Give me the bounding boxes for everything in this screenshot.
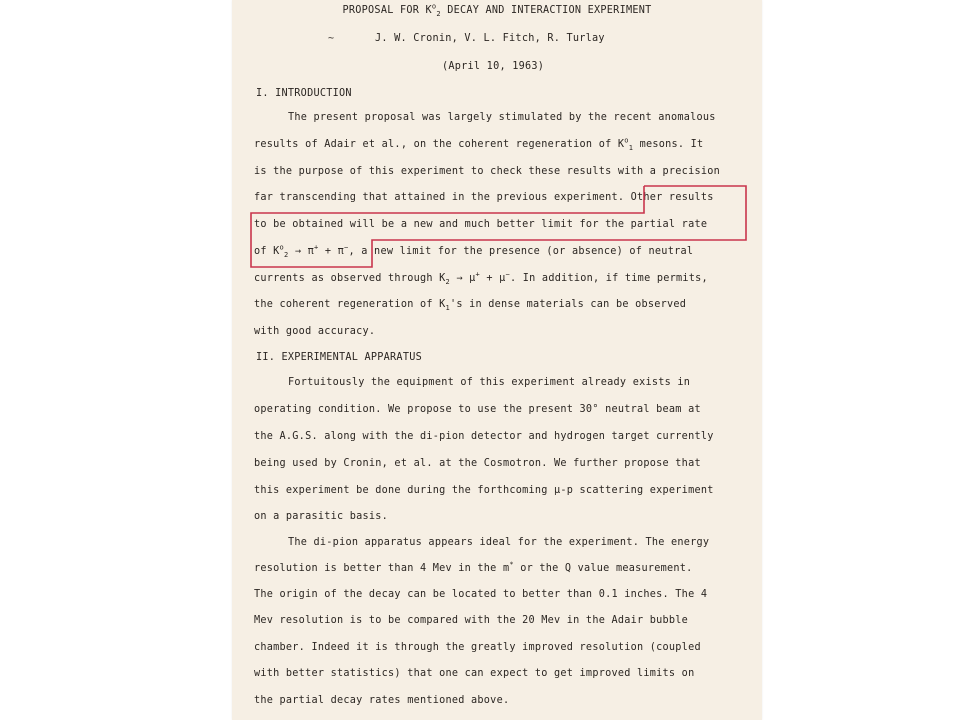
text-run: → μ <box>449 273 476 284</box>
title-text-post: DECAY AND INTERACTION EXPERIMENT <box>440 5 652 16</box>
text-run: or the Q value measurement. <box>513 563 693 574</box>
text-run-highlighted: , <box>348 246 355 257</box>
paragraph-line: this experiment be done during the forthcoming μ-p scattering experiment <box>254 485 714 496</box>
subscript: 1 <box>628 144 634 153</box>
paragraph-line: is the purpose of this experiment to check these results with a precision <box>254 166 720 177</box>
title-sub: 2 <box>436 10 441 19</box>
paragraph-line: Mev resolution is to be compared with the 20 Mev in the Adair bubble <box>254 615 689 626</box>
title-text: PROPOSAL FOR K <box>342 5 432 16</box>
paragraph-line: with good accuracy. <box>254 326 376 337</box>
text-run: the coherent regeneration of K <box>254 299 446 310</box>
paragraph-line: The origin of the decay can be located to better than 0.1 inches. The 4 <box>254 589 708 600</box>
text-run-highlighted: Other results <box>624 192 714 203</box>
subscript: 1 <box>445 304 450 313</box>
authors: J. W. Cronin, V. L. Fitch, R. Turlay <box>375 33 605 44</box>
text-run-highlighted: → π <box>288 246 315 257</box>
title-sup: o <box>431 2 437 11</box>
text-run: a new limit for the presence (or absence) of neutral <box>354 246 694 257</box>
text-run: . In addition, if time permits, <box>510 273 708 284</box>
subscript: 2 <box>284 251 289 260</box>
document-page <box>232 0 762 720</box>
paragraph-line: the partial decay rates mentioned above. <box>254 695 510 706</box>
paragraph-line <box>254 270 708 287</box>
section-heading-apparatus: II. EXPERIMENTAL APPARATUS <box>256 352 422 363</box>
superscript: o <box>624 136 629 145</box>
paragraph-line: The di-pion apparatus appears ideal for the experiment. The energy <box>288 537 710 548</box>
paragraph-line <box>254 243 694 260</box>
document-title <box>232 2 762 19</box>
superscript: − <box>505 270 511 279</box>
text-run: currents as observed through K <box>254 273 446 284</box>
paragraph-line <box>254 136 704 153</box>
text-run: far transcending that attained in the previous experiment. <box>254 192 625 203</box>
text-run: + μ <box>480 273 506 284</box>
paragraph-line: on a parasitic basis. <box>254 511 389 522</box>
pen-mark <box>328 33 334 44</box>
paragraph-line-highlighted: to be obtained will be a new and much better limit for the partial rate <box>254 219 708 230</box>
superscript: − <box>344 243 349 252</box>
paragraph-line: chamber. Indeed it is through the greatly improved resolution (coupled <box>254 642 701 653</box>
pen-mark-glyph: ~ <box>328 33 335 44</box>
superscript: o <box>279 243 285 252</box>
superscript: + <box>475 270 480 279</box>
paragraph-line: operating condition. We propose to use the present 30° neutral beam at <box>254 404 701 415</box>
superscript: + <box>314 243 319 252</box>
document-date: (April 10, 1963) <box>442 61 545 72</box>
paragraph-line: The present proposal was largely stimulated by the recent anomalous <box>288 112 716 123</box>
paragraph-line: the A.G.S. along with the di-pion detector and hydrogen target currently <box>254 431 714 442</box>
text-run-highlighted: + π <box>318 246 345 257</box>
paragraph-line: being used by Cronin, et al. at the Cosmotron. We further propose that <box>254 458 701 469</box>
superscript: * <box>509 560 514 569</box>
paragraph-line: Fortuitously the equipment of this experiment already exists in <box>288 377 691 388</box>
text-run: mesons. It <box>633 139 704 150</box>
text-run-highlighted: of K <box>254 246 280 257</box>
subscript: 2 <box>445 278 450 287</box>
section-heading-introduction: I. INTRODUCTION <box>256 88 352 99</box>
paragraph-line: with better statistics) that one can expect to get improved limits on <box>254 668 695 679</box>
text-run: resolution is better than 4 Mev in the m <box>254 563 510 574</box>
paragraph-line <box>254 560 693 574</box>
paragraph-line <box>254 192 714 203</box>
paragraph-line <box>254 299 687 313</box>
text-run: results of Adair et al., on the coherent regeneration of K <box>254 139 625 150</box>
text-run: 's in dense materials can be observed <box>449 299 687 310</box>
